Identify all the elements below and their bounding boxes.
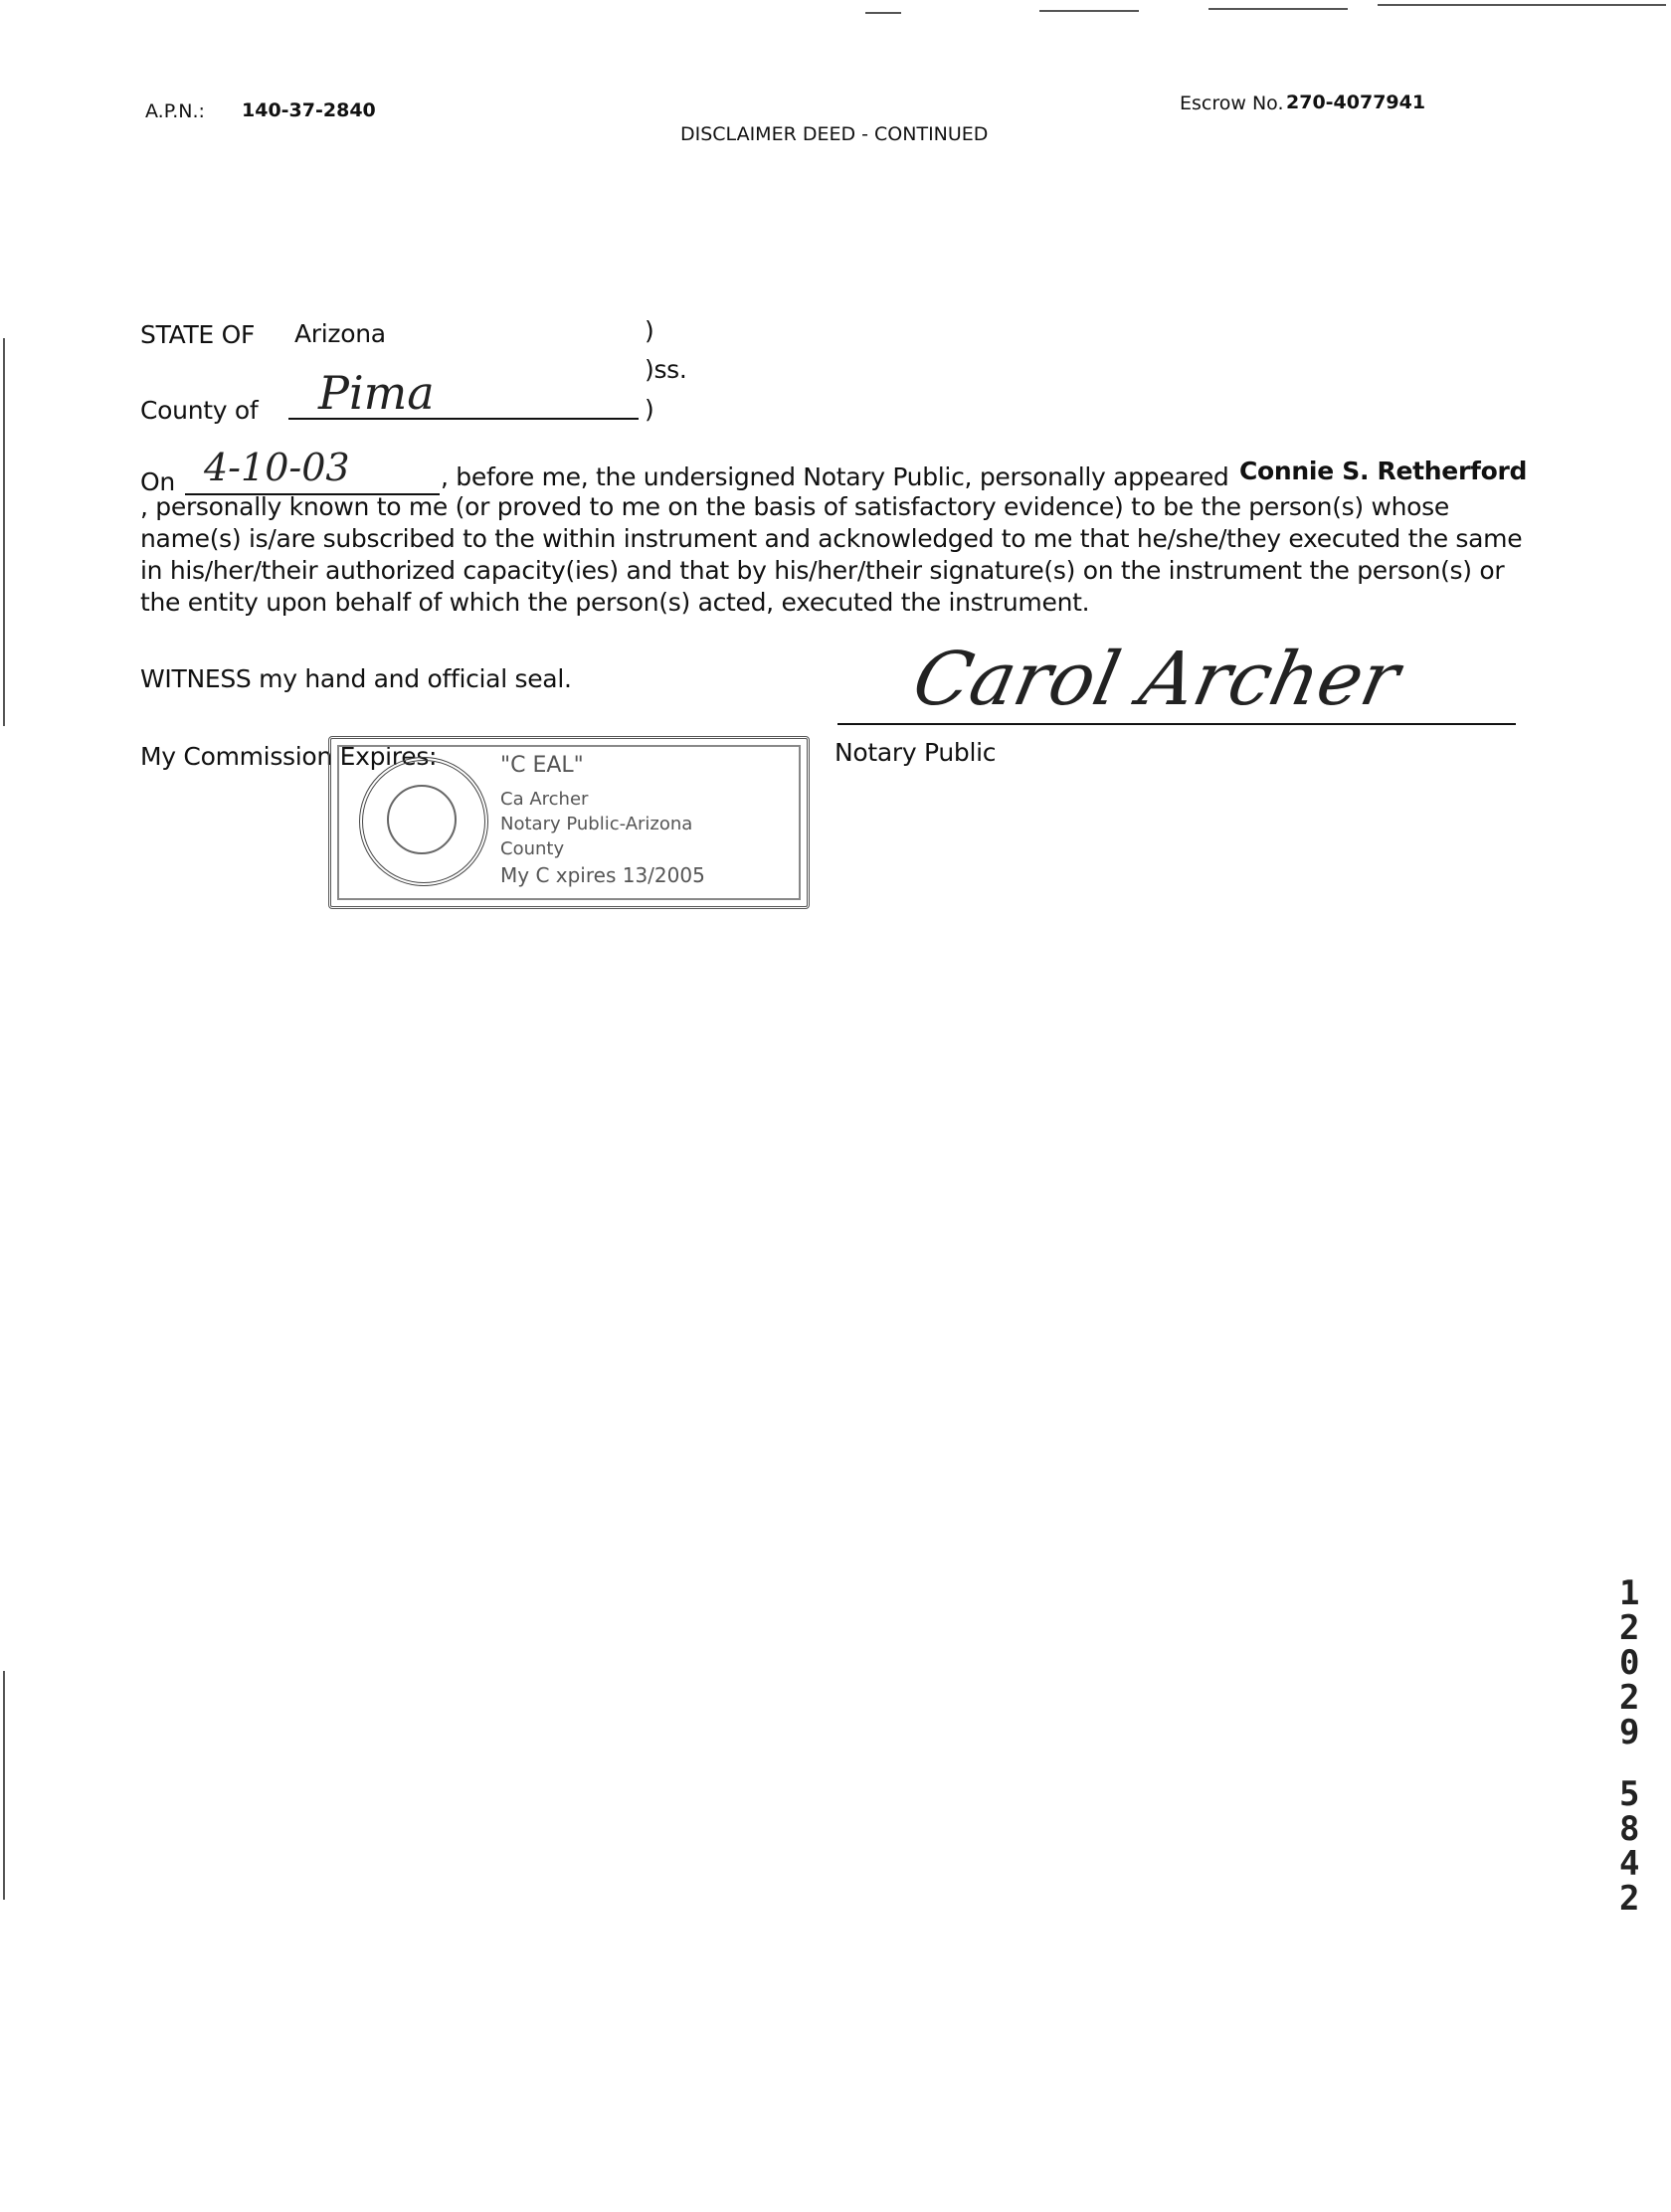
recording-digit: 2: [1619, 1879, 1640, 1919]
venue-paren: ): [645, 395, 654, 424]
acknowledgment-text: the entity upon behalf of which the person(s) acted, executed the instrument.: [140, 588, 1090, 617]
recording-digit: 5: [1619, 1774, 1640, 1814]
stamp-line: Ca Archer: [500, 789, 589, 810]
acknowledgment-text: , before me, the undersigned Notary Public, personally appeared: [441, 462, 1229, 491]
venue-paren: ): [645, 316, 654, 345]
state-value: Arizona: [294, 319, 386, 348]
commission-label: My Commission Expires:: [140, 742, 438, 771]
recording-digit: 2: [1619, 1678, 1640, 1718]
acknowledgment-text: , personally known to me (or proved to me on the basis of satisfactory evidence) to be the person(s) whose: [140, 492, 1449, 521]
scan-artifact: [3, 338, 5, 726]
scan-artifact: [1378, 4, 1666, 6]
stamp-line: County: [500, 838, 565, 859]
page-title: DISCLAIMER DEED - CONTINUED: [680, 123, 989, 145]
scan-artifact: [1208, 8, 1348, 10]
recording-digit: 0: [1619, 1643, 1640, 1683]
apn-label: A.P.N.:: [145, 100, 205, 122]
stamp-line: Notary Public-Arizona: [500, 814, 693, 834]
venue-ss: )ss.: [645, 355, 687, 384]
stamp-line: My C xpires 13/2005: [500, 863, 705, 887]
signature-line: [837, 723, 1516, 725]
recording-digit: 8: [1619, 1809, 1640, 1849]
notary-public-label: Notary Public: [835, 738, 997, 767]
escrow-value: 270-4077941: [1286, 92, 1426, 113]
notary-stamp: [328, 736, 810, 909]
recording-digit: 9: [1619, 1713, 1640, 1752]
state-seal-icon: [359, 757, 488, 886]
acknowledgment-text: name(s) is/are subscribed to the within instrument and acknowledged to me that he/she/they executed the same: [140, 524, 1523, 553]
on-label: On: [140, 467, 175, 496]
recording-digit: 2: [1619, 1608, 1640, 1648]
county-value: Pima: [318, 366, 435, 420]
appearing-party-name: Connie S. Retherford: [1239, 457, 1528, 485]
scan-artifact: [3, 1671, 5, 1900]
scan-artifact: [865, 12, 901, 14]
acknowledgment-text: in his/her/their authorized capacity(ies) and that by his/her/their signature(s) on the instrument the person(s) or: [140, 556, 1505, 585]
county-label: County of: [140, 396, 259, 425]
recording-digit: 1: [1619, 1573, 1640, 1613]
seal-emblem: [387, 785, 457, 854]
apn-value: 140-37-2840: [242, 99, 376, 121]
scan-artifact: [1039, 10, 1139, 12]
acknowledgment-date: 4-10-03: [204, 446, 350, 489]
stamp-line: "C EAL": [500, 753, 584, 778]
notary-signature: Carol Archer: [905, 637, 1407, 722]
escrow-label: Escrow No.: [1180, 92, 1284, 114]
recording-digit: 4: [1619, 1844, 1640, 1884]
state-label: STATE OF: [140, 320, 256, 349]
witness-text: WITNESS my hand and official seal.: [140, 664, 572, 693]
